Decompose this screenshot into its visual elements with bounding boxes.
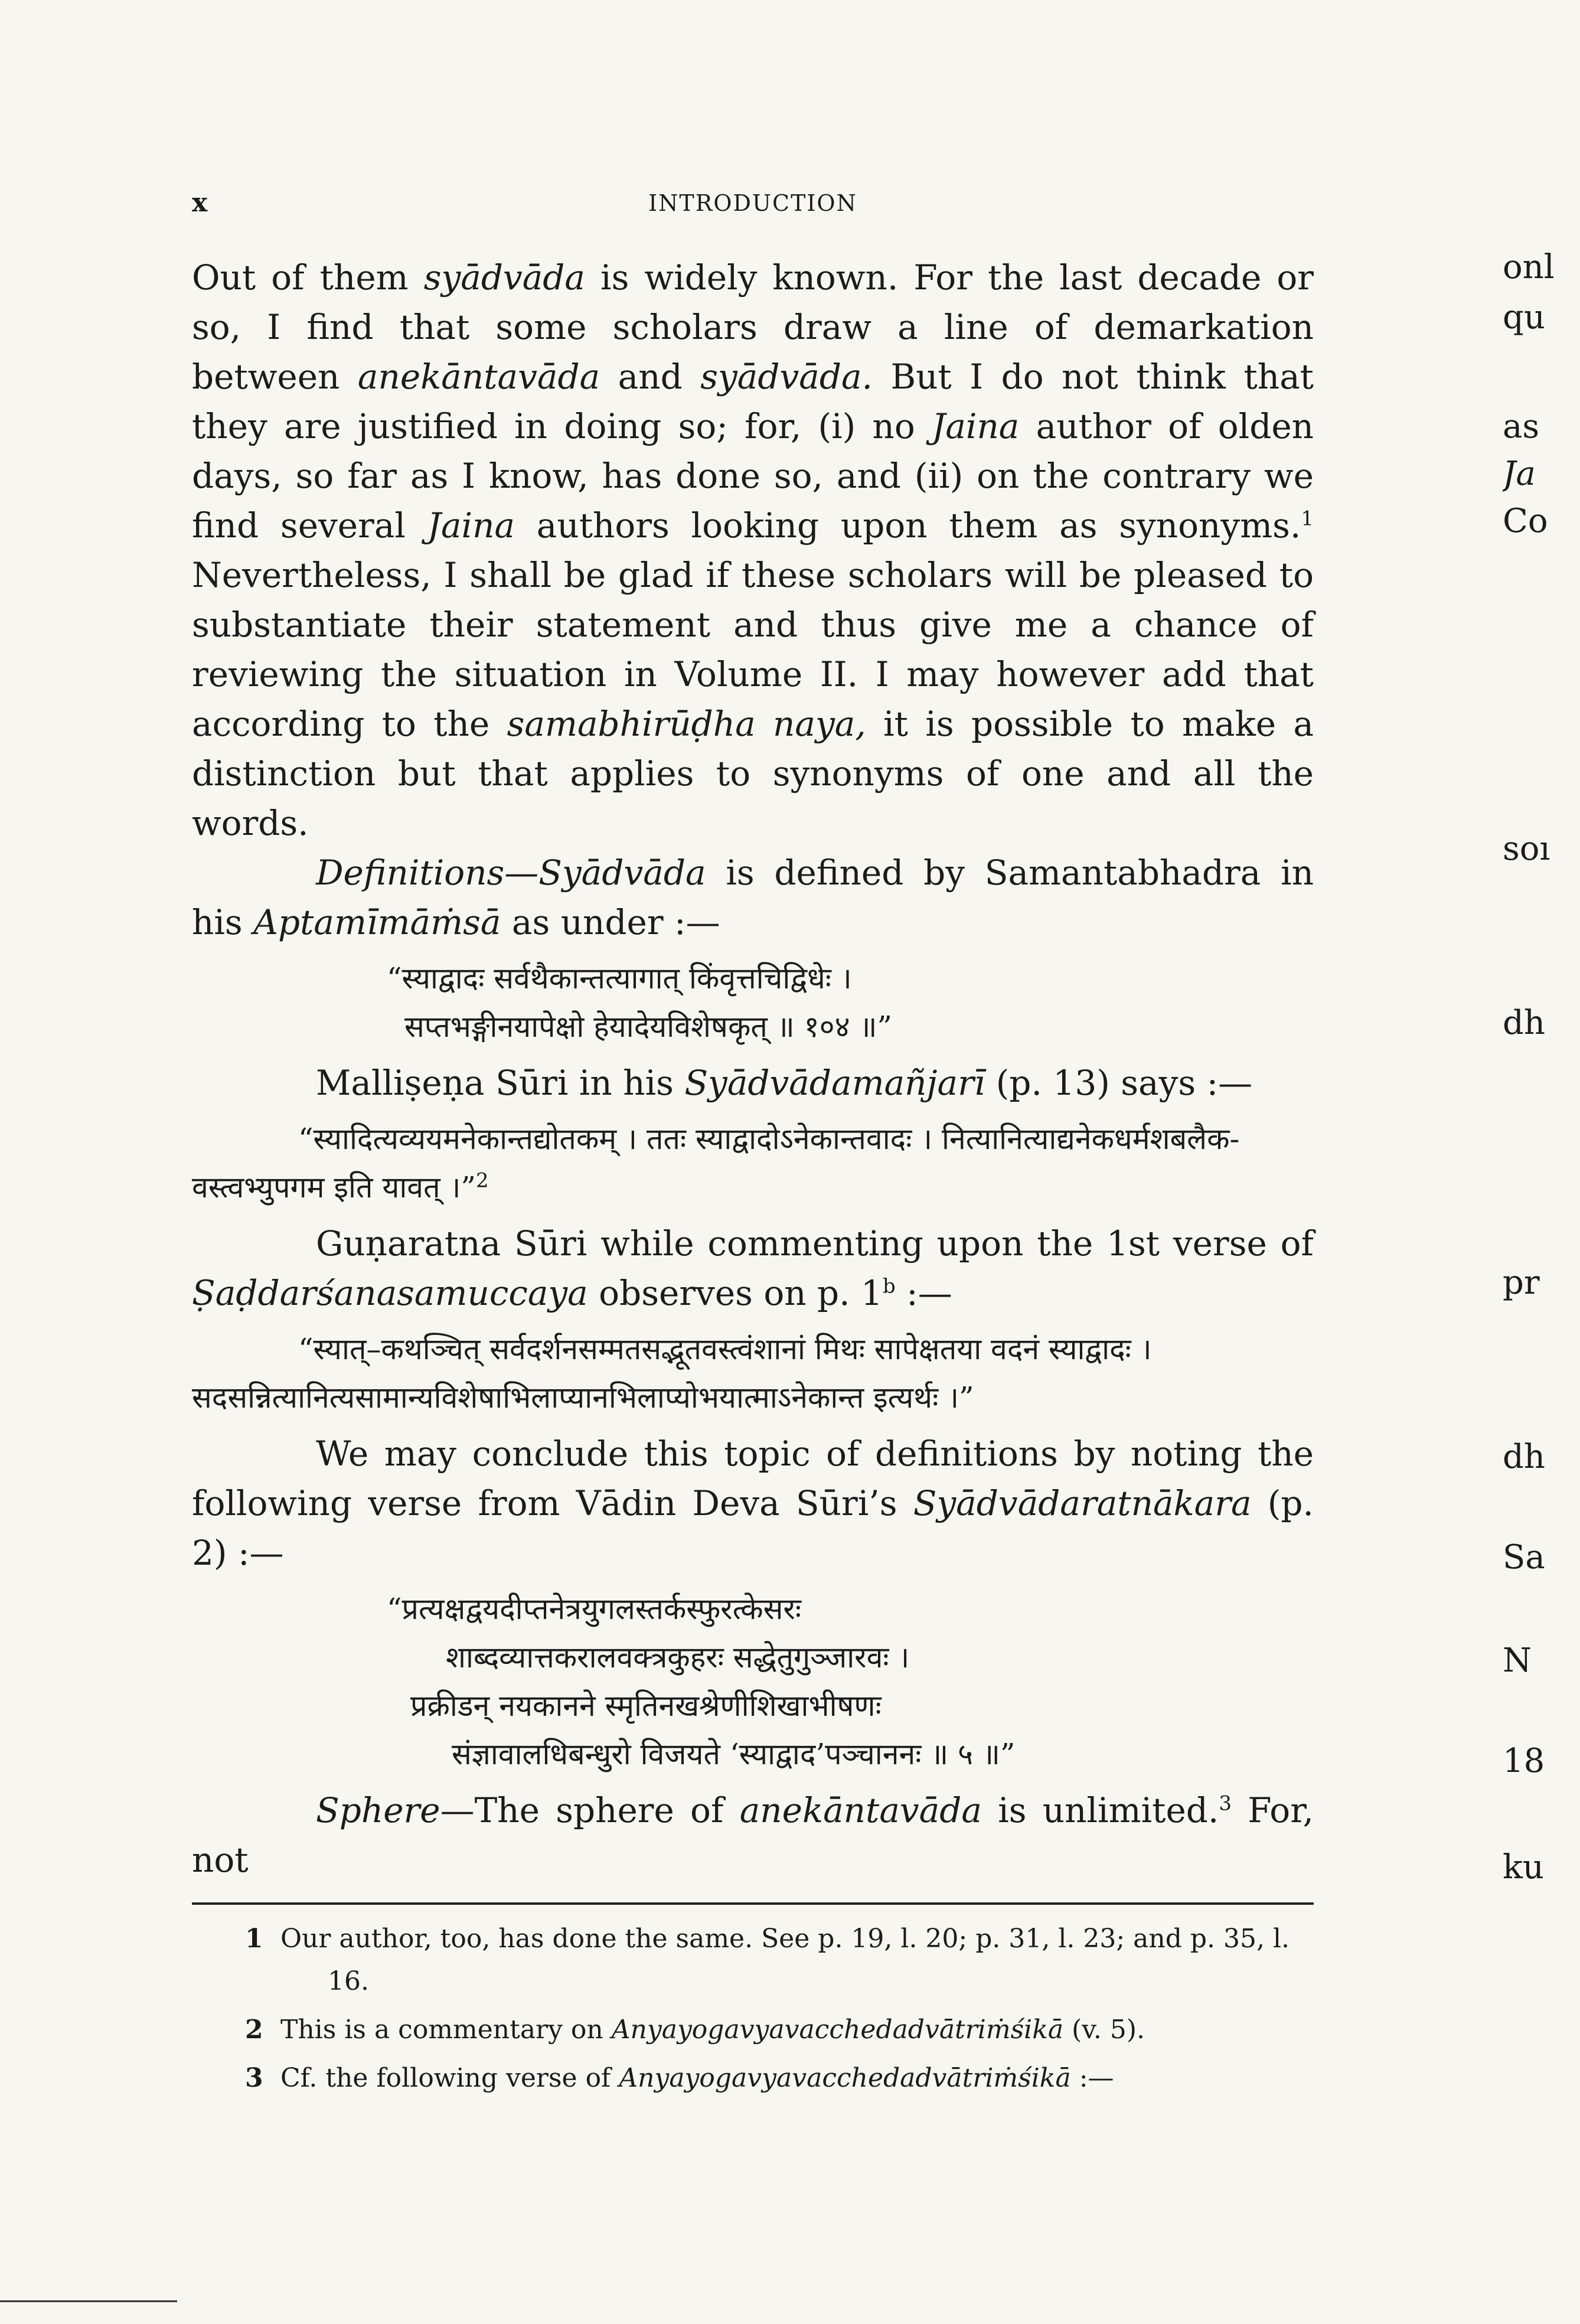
page-number: x	[192, 188, 208, 218]
paragraph-synonyms: Out of them syādvāda is widely known. For the last decade or so, I find that some scholars draw a line of demarkation between anekāntavāda and syādvāda. But I do not think that they are justified in doing so; for, (i) no Jaina author of olden days, so far as I know, has done so, and (ii) on the contrary we find several Jaina authors looking upon them as synonyms.$^1$ Nevertheless, I shall be glad if these scholars will be pleased to substantiate their statement and thus give me a chance of reviewing the situation in Volume II. I may however add that according to the samabhirūḍha naya, it is possible to make a distinction but that applies to synonyms of one and all the words.	[192, 257, 1314, 843]
margin-fragment: as	[1503, 407, 1540, 446]
margin-fragment: ku	[1503, 1848, 1544, 1886]
paragraph-mallisena: Malliṣeṇa Sūri in his Syādvādamañjarī (p. 13) says :—	[316, 1063, 1253, 1103]
margin-fragment: N	[1503, 1641, 1532, 1680]
margin-fragment: soı	[1503, 830, 1550, 868]
margin-fragment: dh	[1503, 1004, 1545, 1042]
footnote-2: 2 This is a commentary on Anyayogavyavacchedadvātriṁśikā (v. 5).	[245, 2015, 1145, 2045]
main-text	[192, 253, 1314, 1885]
margin-fragment: Co	[1503, 502, 1548, 540]
page-header	[192, 188, 1314, 223]
footnote-3: 3 Cf. the following verse of Anyayogavyavacchedadvātriṁśikā :—	[245, 2063, 1114, 2093]
sanskrit-quote-mallisena: “स्यादित्यव्ययमनेकान्तद्योतकम् । ततः स्याद्वादोऽनेकान्तवादः । नित्यानित्याद्यनेकधर्मशबलैक- वस्त्वभ्युपगम इति यावत् ।”$^2$	[192, 1122, 1240, 1205]
paragraph-sphere: Sphere—The sphere of anekāntavāda is unlimited.$^3$ For, not	[192, 1790, 1314, 1880]
margin-fragment: dh	[1503, 1438, 1545, 1476]
facing-page-fragments	[1503, 0, 1574, 2324]
footnote-1: 1 Our author, too, has done the same. See p. 19, l. 20; p. 31, l. 23; and p. 35, l. 16.	[245, 1924, 1290, 1996]
paragraph-gunaratna: Guṇaratna Sūri while commenting upon the 1st verse of Ṣaḍdarśanasamuccaya observes on p. 1$^b$ :—	[192, 1223, 1314, 1313]
running-title: INTRODUCTION	[648, 190, 857, 216]
footnote-ref: 3	[1219, 1791, 1232, 1816]
footnote-ref: 2	[476, 1168, 489, 1193]
paragraph-vadin-deva: We may conclude this topic of definitions by noting the following verse from Vādin Deva Sūri’s Syādvādaratnākara (p. 2) :—	[192, 1434, 1314, 1573]
sanskrit-quote-gunaratna: “स्यात्–कथञ्चित् सर्वदर्शनसम्मतसद्भूतवस्त्वंशानां मिथः सापेक्षतया वदनं स्याद्वादः । सदसन्नित्यानित्यसामान्यविशेषाभिलाप्यानभिलाप्योभयात्माऽनेकान्त इत्यर्थः ।”	[192, 1332, 1152, 1415]
footnote-rule	[192, 1902, 1314, 1905]
sanskrit-quote-samantabhadra: “स्याद्वादः सर्वथैकान्तत्यागात् किंवृत्तचिद्विधेः । सप्तभङ्गीनयापेक्षो हेयादेयविशेषकृत् ॥ १०४ ॥”	[387, 961, 892, 1044]
margin-fragment: Ja	[1503, 455, 1536, 493]
sanskrit-verse-vadin-deva: “प्रत्यक्षद्वयदीप्तनेत्रयुगलस्तर्कस्फुरत्केसरः शाब्दव्यात्तकरालवक्त्रकुहरः सद्धेतुगुञ्जारवः । प्रक्रीडन् नयकानने स्मृतिनखश्रेणीशिखाभीषणः संज्ञावालधिबन्धुरो विजयते ‘स्याद्वाद’पञ्चाननः ॥ ५ ॥”	[387, 1592, 1016, 1771]
scan-edge-line	[0, 2300, 177, 2302]
margin-fragment: pr	[1503, 1264, 1540, 1302]
paragraph-definitions: Definitions—Syādvāda is defined by Samantabhadra in his Aptamīmāṁsā as under :—	[192, 853, 1314, 942]
margin-fragment: onl	[1503, 248, 1555, 286]
margin-fragment: 18	[1503, 1742, 1545, 1780]
margin-fragment: qu	[1503, 298, 1545, 337]
footnote-ref: 1	[1301, 507, 1314, 531]
footnotes	[192, 1918, 1314, 2106]
margin-fragment: Sa	[1503, 1538, 1545, 1576]
